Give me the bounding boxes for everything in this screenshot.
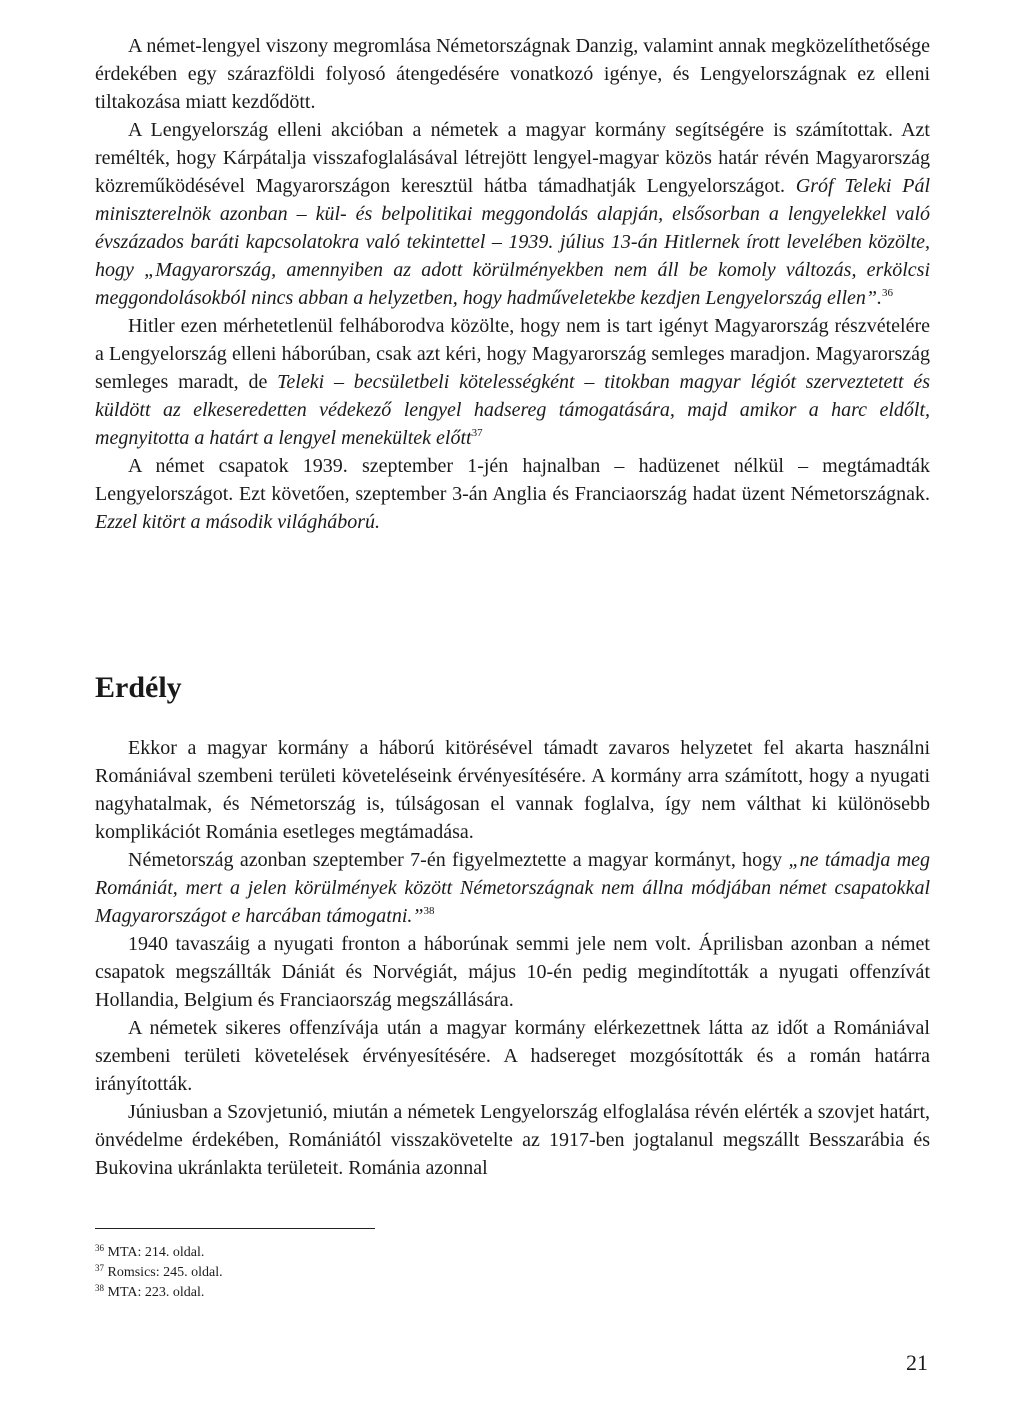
paragraph — [95, 452, 930, 536]
paragraph — [95, 846, 930, 930]
paragraph-text: Júniusban a Szovjetunió, miután a németek Lengyelország elfoglalása révén elérték a szovjet határt, önvédelme érdekében, Romániától visszakövetelte az 1917-ben jogtalanul megszállt Besszarábia és Bukovina ukránlakta területeit. Románia azonnal — [95, 1101, 930, 1179]
paragraph — [95, 1098, 930, 1182]
footnote-divider — [95, 1228, 375, 1229]
paragraph-text: 1940 tavaszáig a nyugati fronton a háborúnak semmi jele nem volt. Áprilisban azonban a német csapatok megszállták Dániát és Norvégiát, május 10-én pedig megindították a nyugati offenzívát Hollandia, Belgium és Franciaország megszállására. — [95, 933, 930, 1011]
italic-quote: „ne támadja meg Romániát, mert a jelen körülmények között Németországnak nem állna módjában német csapatokkal Magyarországot e harcában támogatni.” — [95, 849, 931, 927]
footnote-text: MTA: 214. oldal. — [107, 1245, 205, 1260]
paragraph-text: A Lengyelország elleni akcióban a németek a magyar kormány segítségére is számítottak. Azt remélték, hogy Kárpátalja visszafoglalásával létrejött lengyel-magyar közös határ révén Magyarország közreműködésével Magyarországon keresztül hátba támadhatják Lengyelországot. — [95, 119, 930, 197]
paragraph — [95, 734, 930, 846]
paragraph-text: A német-lengyel viszony megromlása Németországnak Danzig, valamint annak megközelíthetősége érdekében egy szárazföldi folyosó átengedésére vonatkozó igénye, és Lengyelországnak ez elleni tiltakozása miatt kezdődött. — [95, 35, 930, 113]
footnote — [95, 1243, 223, 1263]
footnote-ref: 36 — [882, 287, 894, 299]
section-poland — [95, 32, 930, 536]
paragraph-text: Németország azonban szeptember 7-én figyelmeztette a magyar kormányt, hogy — [128, 849, 783, 871]
footnote-number: 36 — [95, 1243, 104, 1253]
paragraph — [95, 32, 930, 116]
italic-text: Ezzel kitört a második világháború. — [95, 511, 380, 533]
section-transylvania — [95, 734, 930, 1182]
paragraph — [95, 116, 930, 312]
paragraph-text: A német csapatok 1939. szeptember 1-jén hajnalban – hadüzenet nélkül – megtámadták Lengyelországot. Ezt követően, szeptember 3-án Anglia és Franciaország hadat üzent Németországnak. — [95, 455, 930, 505]
footnote-number: 37 — [95, 1263, 104, 1273]
section-heading: Erdély — [95, 671, 182, 704]
footnotes — [95, 1243, 223, 1303]
page-number: 21 — [906, 1350, 928, 1375]
footnote-text: Romsics: 245. oldal. — [107, 1265, 223, 1280]
footnote-text: MTA: 223. oldal. — [107, 1285, 205, 1300]
paragraph — [95, 1014, 930, 1098]
paragraph-text: Ekkor a magyar kormány a háború kitörésével támadt zavaros helyzetet fel akarta használni Romániával szembeni területi követeléseink érvényesítésére. A kormány arra számított, hogy a nyugati nagyhatalmak, és Németország is, túlságosan el vannak foglalva, így nem válthat ki különösebb komplikációt Románia esetleges megtámadása. — [95, 737, 930, 843]
paragraph-text: Hitler ezen mérhetetlenül felháborodva közölte, hogy nem is tart igényt Magyarország részvételére a Lengyelország elleni háborúban, csak azt kéri, hogy Magyarország semleges maradjon. Magyarország semleges maradt, de — [95, 315, 930, 393]
footnote — [95, 1263, 223, 1283]
italic-text: Teleki – becsületbeli kötelességként – titokban magyar légiót szerveztetett és küldött az elkeseredetten védekező lengyel hadsereg támogatására, majd amikor a harc eldőlt, megnyitotta a határt a lengyel menekültek előtt — [95, 371, 931, 449]
footnote-ref: 38 — [423, 905, 435, 917]
paragraph — [95, 930, 930, 1014]
footnote-number: 38 — [95, 1283, 104, 1293]
paragraph-text: A németek sikeres offenzívája után a magyar kormány elérkezettnek látta az időt a Romániával szembeni területi követelések érvényesítésére. A hadsereget mozgósították és a román határra irányították. — [95, 1017, 930, 1095]
footnote — [95, 1283, 223, 1303]
italic-quote: Gróf Teleki Pál miniszterelnök azonban – kül- és belpolitikai meggondolás alapján, elsősorban a lengyelekkel való évszázados baráti kapcsolatokra való tekintettel – 1939. július 13-án Hitlernek írott levelében közölte, hogy „Magyarország, amennyiben az adott körülményekben nem áll be komoly változás, erkölcsi meggondolásokból nincs abban a helyzetben, hogy hadműveletekbe kezdjen Lengyelország ellen”. — [95, 175, 931, 309]
paragraph — [95, 312, 930, 452]
footnote-ref: 37 — [471, 427, 483, 439]
